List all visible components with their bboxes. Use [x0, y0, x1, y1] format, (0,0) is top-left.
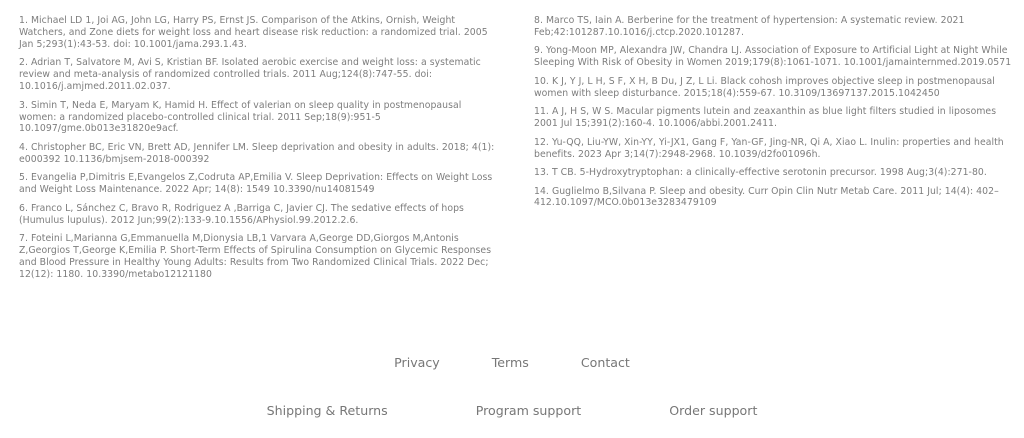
reference-item: 8. Marco TS, Iain A. Berberine for the treatment of hypertension: A systematic review. 2021 Feb;42:101287.10.1016/j.ctcp.2020.101287.	[534, 15, 965, 38]
footer-link-contact[interactable]: Contact	[580, 355, 630, 370]
reference-item: 2. Adrian T, Salvatore M, Avi S, Kristian BF. Isolated aerobic exercise and weight loss: a systematic review and meta-analysis of randomized controlled trials. 2011 Aug;124(8):747-55. doi: 10.1016/j.amjmed.2011.02.037.	[19, 57, 481, 93]
reference-item: 5. Evangelia P,Dimitris E,Evangelos Z,Codruta AP,Emilia V. Sleep Deprivation: Effects on Weight Loss and Weight Loss Maintenance. 2022 Apr; 14(8): 1549 10.3390/nu14081549	[19, 172, 493, 196]
footer-link-program-support[interactable]: Program support	[475, 403, 582, 418]
references-right-column	[534, 15, 1014, 287]
footer-link-terms[interactable]: Terms	[491, 355, 529, 370]
reference-item: 4. Christopher BC, Eric VN, Brett AD, Jennifer LM. Sleep deprivation and obesity in adults. 2018; 4(1): e000392 10.1136/bmjsem-2018-000392	[19, 141, 495, 165]
reference-item: 9. Yong-Moon MP, Alexandra JW, Chandra LJ. Association of Exposure to Artificial Light at Night While Sleeping With Risk of Obesity in Women 2019;179(8):1061-1071. 10.1001/jamainternmed.2019.0571	[534, 45, 1012, 69]
reference-item: 7. Foteini L,Marianna G,Emmanuella M,Dionysia LB,1 Varvara A,George DD,Giorgos M,Antonis Z,Georgios T,George K,Emilia P. Short-Term Effects of Spirulina Consumption on Glycemic Responses and Blood Pressure in Healthy Young Adults: Results from Two Randomized Clinical Trials. 2022 Dec; 12(12): 1180. 10.3390/metabo12121180	[19, 233, 492, 280]
footer-link-privacy[interactable]: Privacy	[394, 355, 440, 370]
reference-item: 6. Franco L, Sánchez C, Bravo R, Rodriguez A ,Barriga C, Javier CJ. The sedative effects of hops (Humulus lupulus). 2012 Jun;99(2):133-9.10.1556/APhysiol.99.2012.2.6.	[19, 202, 464, 226]
references-section	[19, 15, 1014, 287]
reference-item: 11. A J, H S, W S. Macular pigments lutein and zeaxanthin as blue light filters studied in liposomes 2001 Jul 15;391(2):160-4. 10.1006/abbi.2001.2411.	[534, 106, 997, 130]
footer-nav-support	[0, 403, 1024, 418]
reference-item: 10. K J, Y J, L H, S F, X H, B Du, J Z, L Li. Black cohosh improves objective sleep in postmenopausal women with sleep disturbance. 2015;18(4):559-67. 10.3109/13697137.2015.1042450	[534, 75, 995, 99]
references-left-column	[19, 15, 497, 287]
reference-item: 13. T CB. 5-Hydroxytryptophan: a clinically-effective serotonin precursor. 1998 Aug;3(4):271-80.	[534, 167, 987, 179]
reference-item: 14. Guglielmo B,Silvana P. Sleep and obesity. Curr Opin Clin Nutr Metab Care. 2011 Jul; 14(4): 402–412.10.1097/MCO.0b013e3283479109	[534, 185, 999, 209]
footer-link-order-support[interactable]: Order support	[669, 403, 758, 418]
footer-link-shipping-returns[interactable]: Shipping & Returns	[266, 403, 388, 418]
reference-item: 12. Yu-QQ, Liu-YW, Xin-YY, Yi-JX1, Gang F, Yan-GF, Jing-NR, Qi A, Xiao L. Inulin: properties and health benefits. 2023 Apr 3;14(7):2948-2968. 10.1039/d2fo01096h.	[534, 136, 1004, 160]
reference-item: 1. Michael LD 1, Joi AG, John LG, Harry PS, Ernst JS. Comparison of the Atkins, Ornish, Weight Watchers, and Zone diets for weight loss and heart disease risk reduction: a randomized trial. 2005 Jan 5;293(1):43-53. doi: 10.1001/jama.293.1.43.	[19, 15, 488, 50]
reference-item: 3. Simin T, Neda E, Maryam K, Hamid H. Effect of valerian on sleep quality in postmenopausal women: a randomized placebo-controlled clinical trial. 2011 Sep;18(9):951-5 10.1097/gme.0b013e31820e9acf.	[19, 99, 462, 135]
footer-nav-primary	[0, 355, 1024, 370]
